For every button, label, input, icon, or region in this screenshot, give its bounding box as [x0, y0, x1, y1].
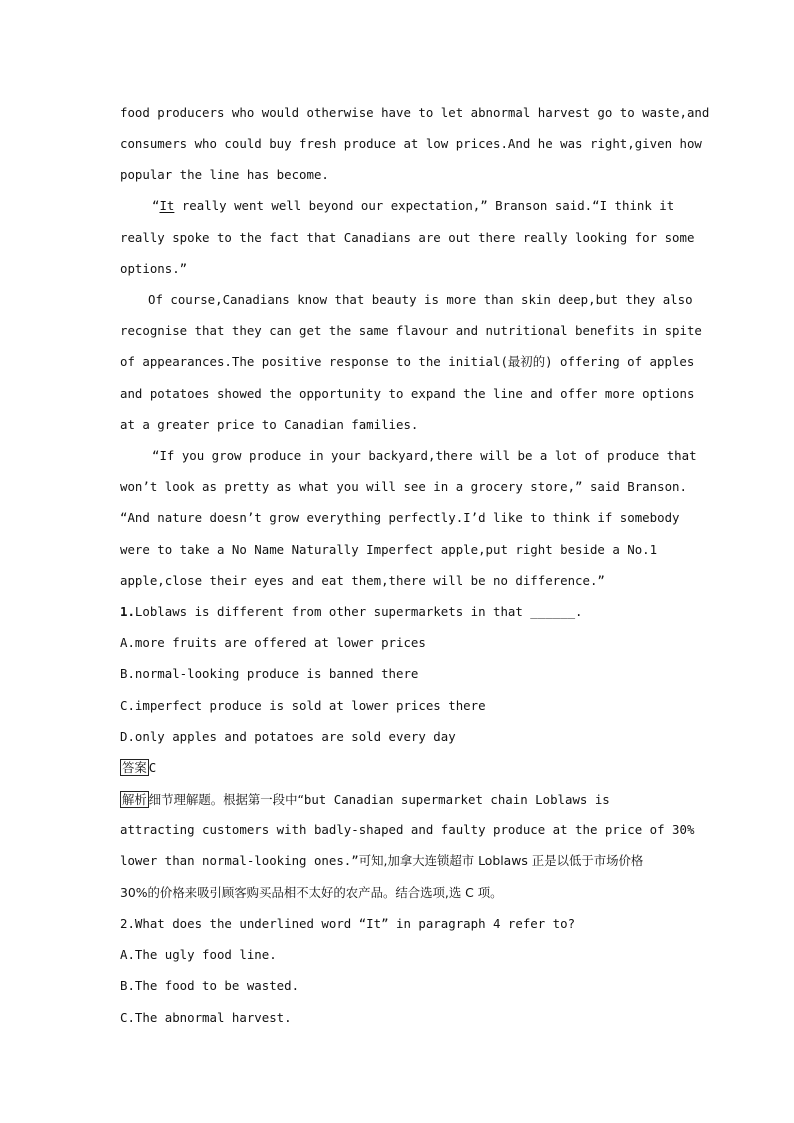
analysis-line [120, 853, 643, 869]
passage-line: really spoke to the fact that Canadians are out there really looking for some [120, 230, 695, 245]
analysis-line: attracting customers with badly-shaped and faulty produce at the price of 30% [120, 822, 695, 837]
passage-line: won’t look as pretty as what you will see in a grocery store,” said Branson. [120, 479, 687, 494]
underlined-word-it: It [159, 198, 175, 213]
passage-line: popular the line has become. [120, 167, 329, 182]
analysis-text: 可知,加拿大连锁超市 Loblaws 正是以低于市场价格 [358, 853, 644, 868]
analysis-label-box: 解析 [122, 792, 147, 807]
question-2-stem: 2.What does the underlined word “It” in paragraph 4 refer to? [120, 916, 576, 931]
analysis-text: 细节理解题。根据第一段中“ [148, 792, 304, 807]
passage-line: were to take a No Name Naturally Imperfect apple,put right beside a No.1 [120, 542, 658, 557]
option-b: B.The food to be wasted. [120, 978, 300, 993]
open-quote: “ [152, 198, 160, 213]
passage-line: “And nature doesn’t grow everything perfectly.I’d like to think if somebody [120, 510, 680, 525]
analysis-line: 30%的价格来吸引顾客购买品相不太好的农产品。结合选项,选 C 项。 [120, 885, 503, 900]
passage-text: really went well beyond our expectation,” Branson said.“I think it [174, 198, 675, 213]
gloss-text: 最初的 [507, 354, 546, 369]
passage-line [152, 198, 674, 214]
analysis-text: but Canadian supermarket chain Loblaws is [303, 792, 610, 807]
question-number: 1. [120, 604, 135, 619]
option-a: A.more fruits are offered at lower prices [120, 635, 426, 650]
answer-value: C [148, 760, 157, 775]
analysis-text: lower than normal-looking ones.” [120, 853, 359, 868]
analysis-line [120, 791, 610, 807]
passage-line: recognise that they can get the same flavour and nutritional benefits in spite [120, 323, 702, 338]
question-1-stem [120, 604, 583, 620]
passage-line: options.” [120, 261, 188, 276]
option-d: D.only apples and potatoes are sold every day [120, 729, 456, 744]
passage-line: food producers who would otherwise have to let abnormal harvest go to waste,and [120, 105, 710, 120]
passage-line: Of course,Canadians know that beauty is more than skin deep,but they also [148, 292, 693, 307]
passage-line: at a greater price to Canadian families. [120, 417, 419, 432]
passage-line: and potatoes showed the opportunity to expand the line and offer more options [120, 386, 695, 401]
passage-text: of appearances.The positive response to the initial( [120, 354, 508, 369]
passage-text: ) offering of apples [545, 354, 695, 369]
passage-line [120, 354, 694, 370]
option-c: C.imperfect produce is sold at lower prices there [120, 698, 486, 713]
answer-line [120, 759, 156, 775]
passage-line: apple,close their eyes and eat them,there will be no difference.” [120, 573, 605, 588]
question-text: Loblaws is different from other supermarkets in that ______. [134, 604, 583, 619]
option-c: C.The abnormal harvest. [120, 1010, 292, 1025]
option-a: A.The ugly food line. [120, 947, 277, 962]
passage-line: consumers who could buy fresh produce at low prices.And he was right,given how [120, 136, 702, 151]
passage-line: “If you grow produce in your backyard,there will be a lot of produce that [152, 448, 697, 463]
answer-label-box: 答案 [122, 760, 147, 775]
option-b: B.normal-looking produce is banned there [120, 666, 419, 681]
